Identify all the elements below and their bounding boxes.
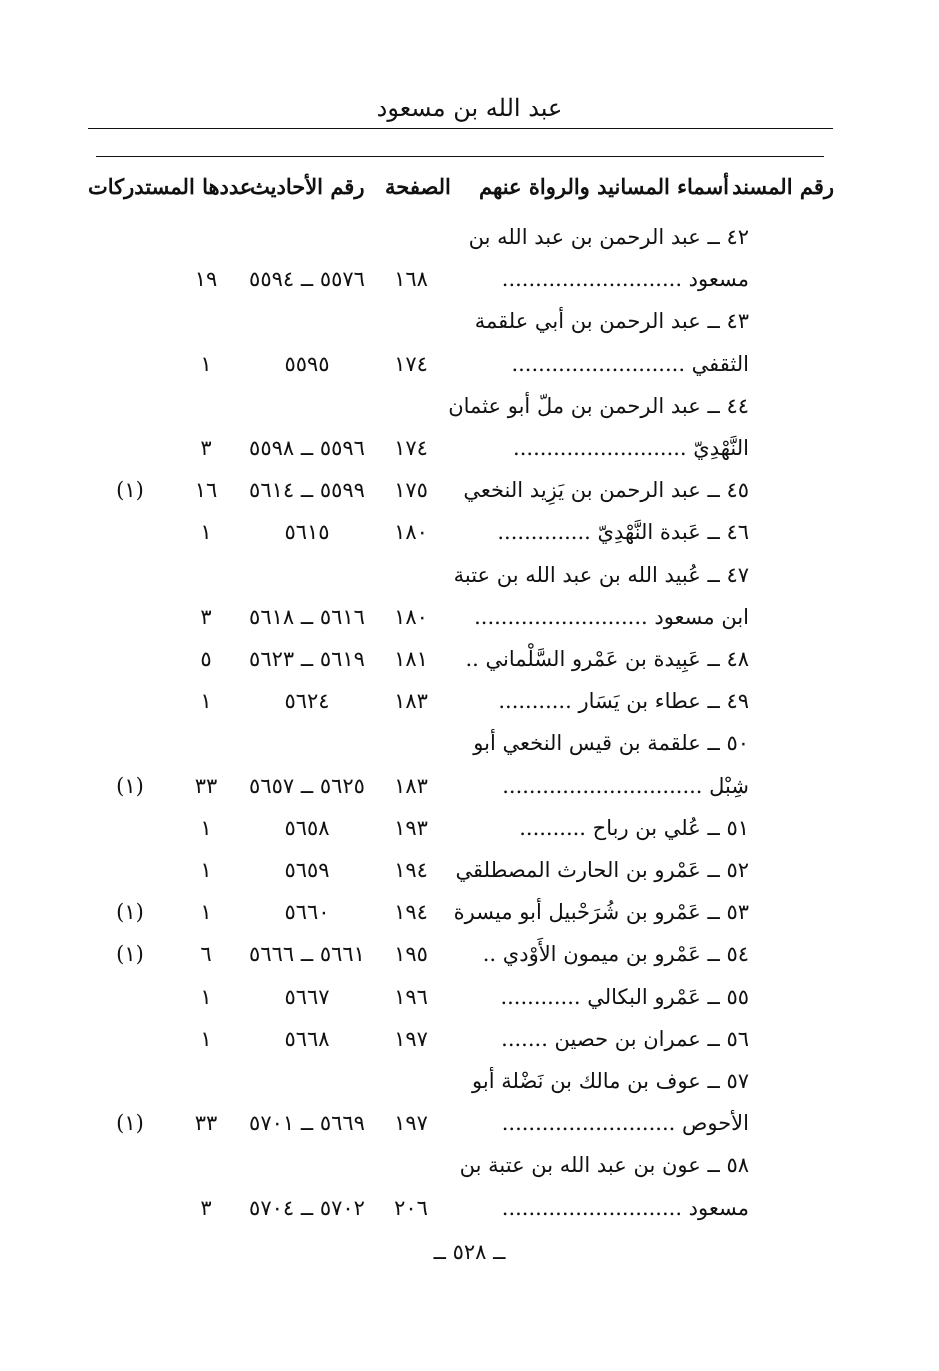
table-row [0, 309, 939, 349]
row-page: ١٨١ [394, 647, 428, 671]
row-page: ١٩٤ [394, 858, 428, 882]
row-ahadith-range: ٥٥٩٩ ــ ٥٦١٤ [249, 478, 365, 503]
row-name: ٥٧ ــ عوف بن مالك بن نَضْلة أبو [472, 1069, 749, 1093]
table-row [0, 1027, 939, 1067]
row-count: ١ [200, 900, 212, 925]
row-ahadith-range: ٥٥٧٦ ــ ٥٥٩٤ [249, 267, 365, 292]
table-row [0, 689, 939, 729]
row-name: ٥٢ ــ عَمْرو بن الحارث المصطلقي [455, 858, 749, 882]
row-count: ١ [200, 351, 212, 376]
row-ahadith-range: ٥٧٠٢ ــ ٥٧٠٤ [249, 1195, 365, 1220]
column-header-name: أسماء المسانيد والرواة عنهم [479, 174, 729, 199]
row-count: ٣ [200, 436, 212, 460]
row-page: ١٨٠ [394, 604, 428, 629]
row-page: ١٩٤ [394, 900, 428, 925]
row-ahadith-range: ٥٦٦٧ [284, 984, 330, 1009]
row-count: ١ [200, 815, 212, 840]
table-row [0, 858, 939, 898]
row-page: ١٧٤ [394, 436, 428, 460]
row-name: مسعود ........................... [501, 267, 749, 292]
row-page: ١٩٣ [394, 815, 428, 840]
row-name: الأحوص .......................... [501, 1111, 749, 1136]
row-ahadith-range: ٥٦٢٤ [284, 689, 330, 714]
row-name: ٥٥ ــ عَمْرو البكالي ............ [500, 984, 749, 1009]
table-row [0, 267, 939, 307]
row-mustadrak: (١) [116, 942, 144, 967]
row-name: ٤٧ ــ عُبيد الله بن عبد الله بن عتبة [453, 562, 749, 587]
row-name: ٥١ ــ عُلي بن رباح .......... [519, 815, 749, 840]
row-page: ١٩٧ [394, 1111, 428, 1136]
table-row [0, 900, 939, 940]
page-number: ــ ٥٢٨ ــ [433, 1240, 506, 1264]
row-ahadith-range: ٥٦٦٩ ــ ٥٧٠١ [249, 1111, 365, 1136]
table-row [0, 774, 939, 814]
table-row [0, 1153, 939, 1193]
header-rule [96, 156, 824, 157]
table-row [0, 1111, 939, 1151]
row-count: ١ [200, 1026, 212, 1051]
row-count: ٥ [200, 647, 212, 671]
column-header-count-mustadrak: عددها المستدركات [88, 174, 253, 199]
row-name: ٥٣ ــ عَمْرو بن شُرَحْبيل أبو ميسرة [453, 900, 749, 925]
row-name: ٤٥ ــ عبد الرحمن بن يَزِيد النخعي [463, 478, 749, 503]
row-count: ٣٣ [194, 1111, 218, 1136]
table-row [0, 942, 939, 982]
row-name: ٤٩ ــ عطاء بن يَسَار ........... [498, 689, 749, 714]
row-mustadrak: (١) [116, 1111, 144, 1136]
table-row [0, 731, 939, 771]
table-row [0, 605, 939, 645]
row-name: شِبْل .............................. [502, 773, 749, 798]
row-count: ١٩ [194, 267, 218, 292]
row-page: ١٨٠ [394, 520, 428, 545]
row-count: ٣ [200, 604, 212, 629]
row-name: ٤٨ ــ عَبِيدة بن عَمْرو السَّلْماني .. [465, 647, 749, 671]
row-count: ١ [200, 689, 212, 714]
row-page: ١٩٦ [394, 984, 428, 1009]
row-ahadith-range: ٥٦١٦ ــ ٥٦١٨ [249, 604, 365, 629]
row-mustadrak: (١) [116, 900, 144, 925]
table-row [0, 985, 939, 1025]
page-title: عبد الله بن مسعود [376, 94, 563, 122]
row-count: ١ [200, 984, 212, 1009]
row-page: ١٧٥ [394, 478, 428, 503]
row-mustadrak: (١) [116, 773, 144, 798]
table-row [0, 394, 939, 434]
table-row [0, 1069, 939, 1109]
row-page: ١٨٣ [394, 689, 428, 714]
table-row [0, 352, 939, 392]
row-ahadith-range: ٥٦٥٨ [284, 815, 330, 840]
row-count: ١ [200, 520, 212, 545]
row-count: ٣ [200, 1195, 212, 1220]
row-name: ٤٦ ــ عَبدة النَّهْدِيّ .............. [497, 520, 749, 545]
row-mustadrak: (١) [116, 478, 144, 503]
row-name: مسعود ........................... [501, 1195, 749, 1220]
row-name: ابن مسعود .......................... [474, 604, 749, 629]
table-row [0, 225, 939, 265]
row-name: الثقفي .......................... [511, 351, 749, 376]
table-row [0, 816, 939, 856]
row-page: ١٧٤ [394, 351, 428, 376]
row-page: ١٩٥ [394, 942, 428, 967]
row-count: ١٦ [194, 478, 218, 503]
table-row [0, 520, 939, 560]
table-row [0, 478, 939, 518]
row-name: ٥٨ ــ عون بن عبد الله بن عتبة بن [459, 1153, 749, 1178]
column-header-num: رقم المسند [732, 174, 834, 199]
row-count: ٦ [200, 942, 212, 967]
row-ahadith-range: ٥٥٩٥ [284, 351, 330, 376]
column-header-ahadith: رقم الأحاديث [250, 174, 365, 199]
table-row [0, 1196, 939, 1236]
row-name: ٤٣ ــ عبد الرحمن بن أبي علقمة [474, 309, 749, 334]
row-count: ١ [200, 858, 212, 882]
row-name: النَّهْدِيّ .......................... [513, 436, 749, 460]
row-ahadith-range: ٥٦٢٥ ــ ٥٦٥٧ [249, 773, 365, 798]
row-page: ١٦٨ [394, 267, 428, 292]
row-ahadith-range: ٥٦٦٠ [284, 900, 330, 925]
row-ahadith-range: ٥٦٦١ ــ ٥٦٦٦ [249, 942, 365, 967]
table-row [0, 436, 939, 476]
row-name: ٥٦ ــ عمران بن حصين ....... [501, 1026, 749, 1051]
table-row [0, 647, 939, 687]
row-page: ١٨٣ [394, 773, 428, 798]
row-count: ٣٣ [194, 773, 218, 798]
row-name: ٥٤ ــ عَمْرو بن ميمون الأَوْدي .. [482, 942, 749, 967]
column-header-page: الصفحة [385, 174, 451, 199]
row-ahadith-range: ٥٦١٥ [284, 520, 330, 545]
row-ahadith-range: ٥٦١٩ ــ ٥٦٢٣ [249, 647, 365, 671]
row-page: ٢٠٦ [394, 1195, 428, 1220]
row-ahadith-range: ٥٥٩٦ ــ ٥٥٩٨ [249, 436, 365, 460]
row-name: ٥٠ ــ علقمة بن قيس النخعي أبو [473, 731, 749, 756]
row-name: ٤٤ ــ عبد الرحمن بن ملّ أبو عثمان [448, 393, 749, 418]
row-page: ١٩٧ [394, 1026, 428, 1051]
top-rule [88, 128, 833, 129]
row-name: ٤٢ ــ عبد الرحمن بن عبد الله بن [468, 225, 749, 249]
row-ahadith-range: ٥٦٥٩ [284, 858, 330, 882]
table-row [0, 563, 939, 603]
row-ahadith-range: ٥٦٦٨ [284, 1026, 330, 1051]
